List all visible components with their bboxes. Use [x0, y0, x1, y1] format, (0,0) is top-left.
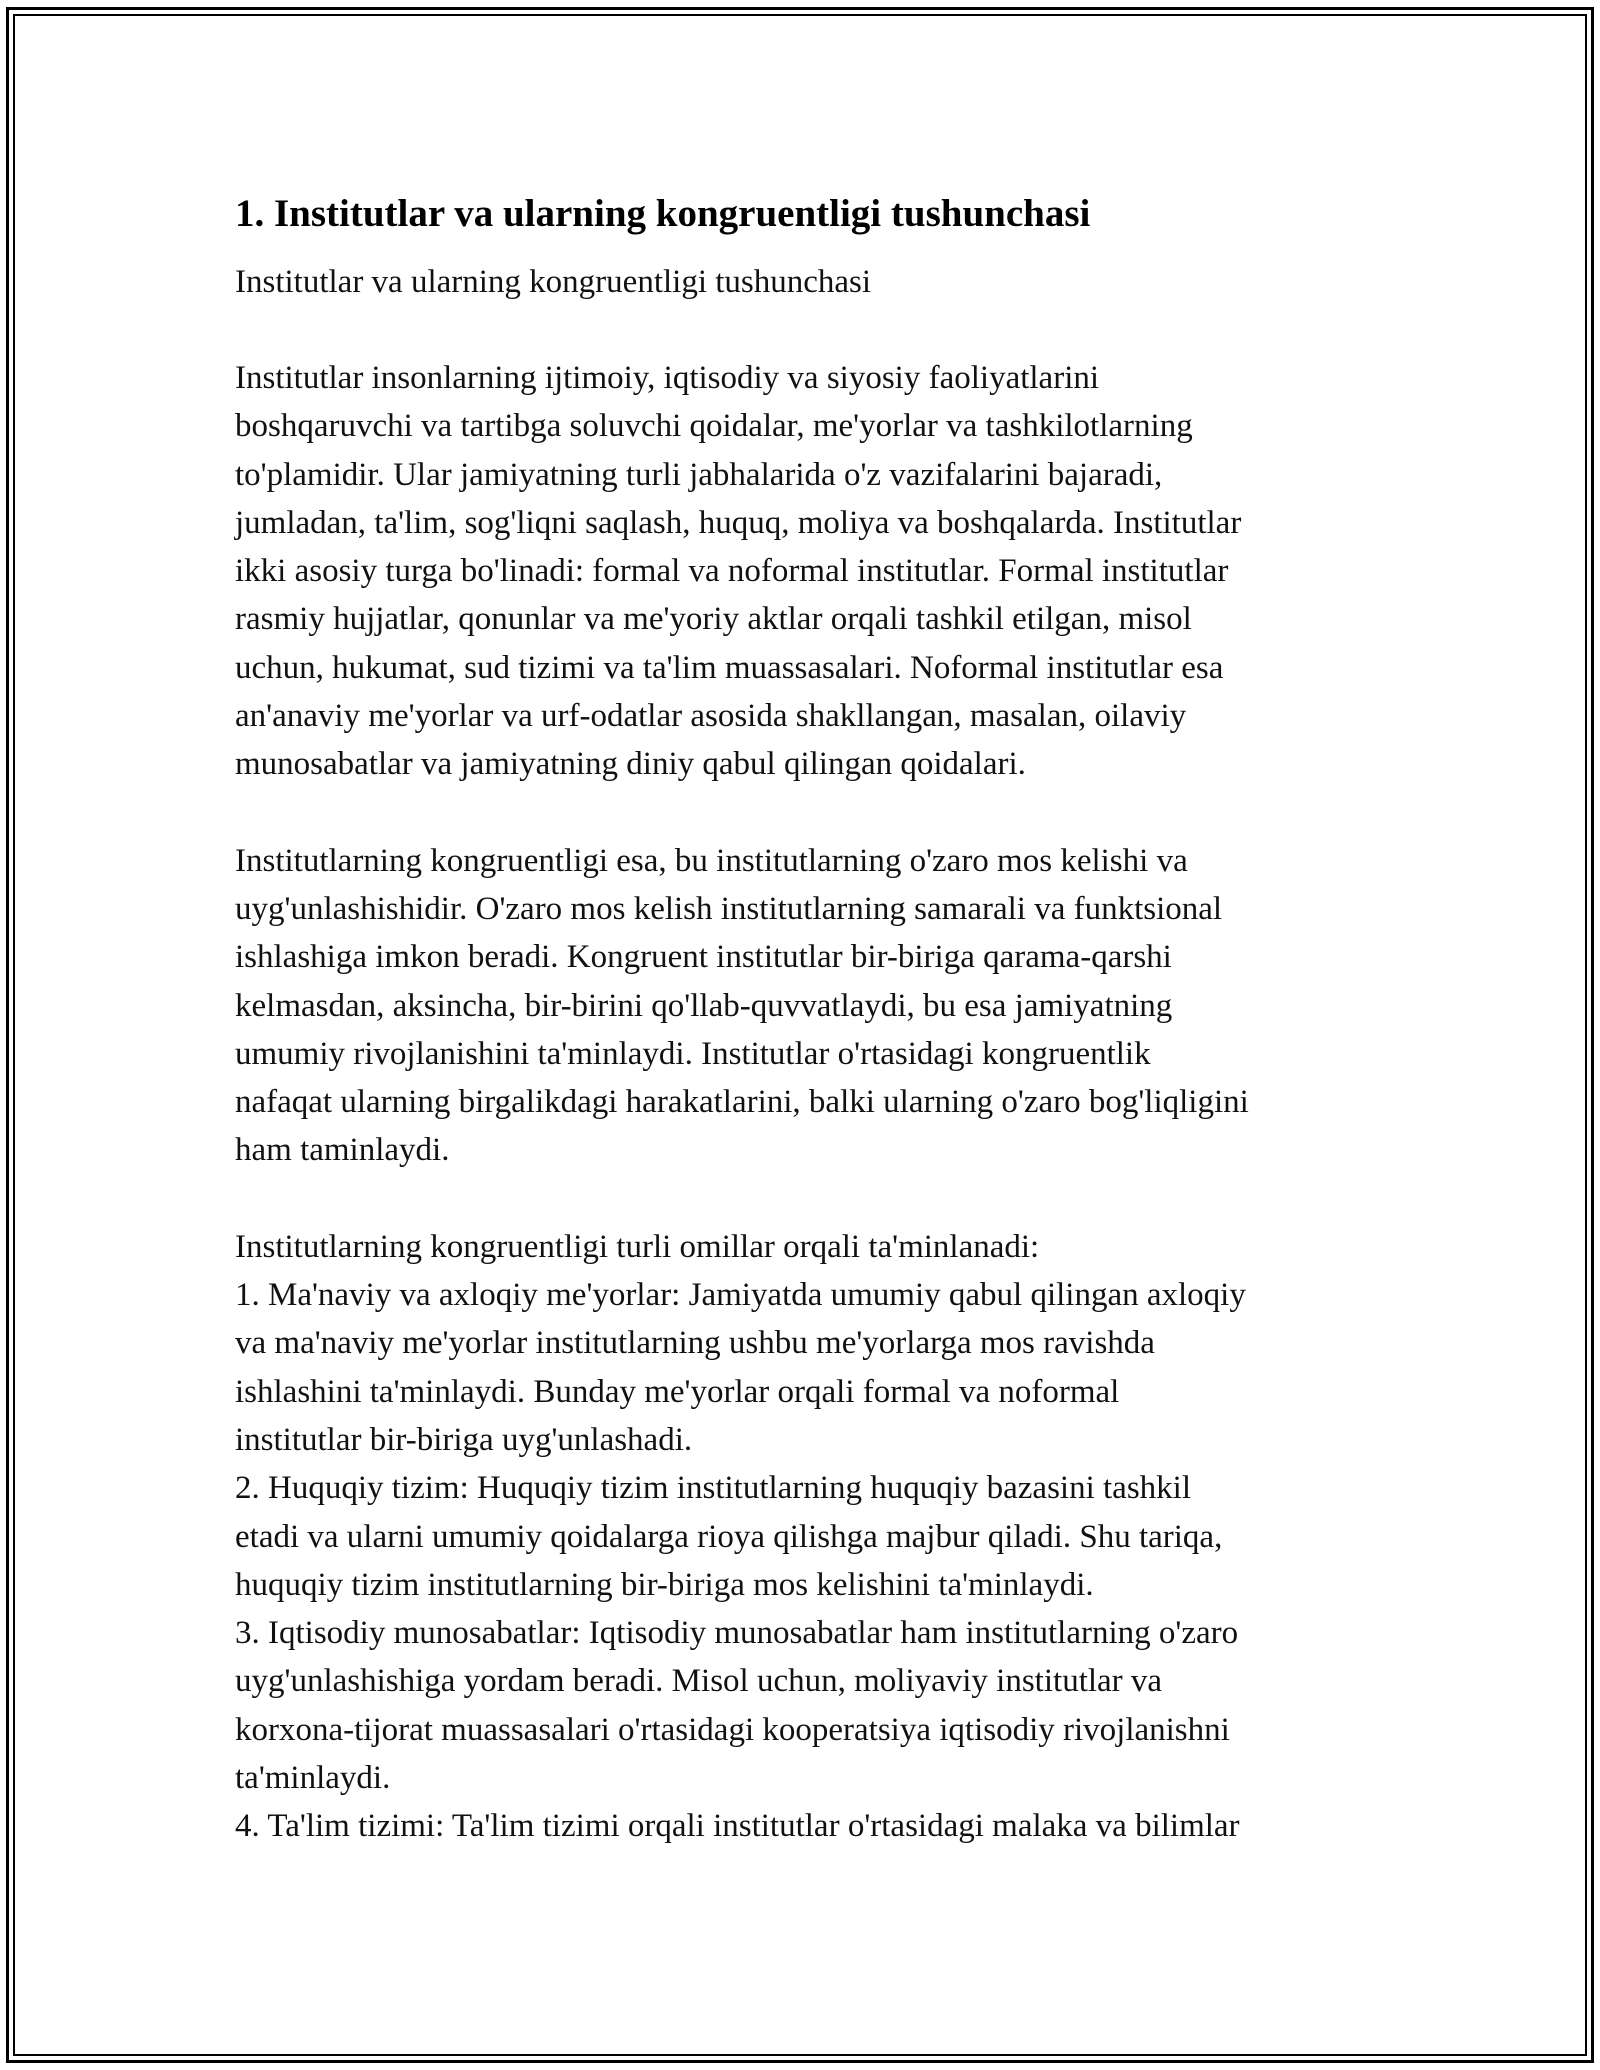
section-heading: 1. Institutlar va ularning kongruentligi tushunchasi [235, 192, 1091, 235]
paragraph-congruence-factors: Institutlarning kongruentligi turli omillar orqali ta'minlanadi: 1. Ma'naviy va axloqiy me'yorlar: Jamiyatda umumiy qabul qilingan axloqiy va ma'naviy me'yorlar institutlarning ushbu me'yorlarga mos ravishda ishlashini ta'minlaydi. Bunday me'yorlar orqali formal va noformal institutlar bir-biriga uyg'unlashadi. 2. Huquqiy tizim: Huquqiy tizim institutlarning huquqiy bazasini tashkil etadi va ularni umumiy qoidalarga rioya qilishga majbur qiladi. Shu tariqa, huquqiy tizim institutlarning bir-biriga mos kelishini ta'minlaydi. 3. Iqtisodiy munosabatlar: Iqtisodiy munosabatlar ham institutlarning o'zaro uyg'unlashishiga yordam beradi. Misol uchun, moliyaviy institutlar va korxona-tijorat muassasalari o'rtasidagi kooperatsiya iqtisodiy rivojlanishni ta'minlaydi. 4. Ta'lim tizimi: Ta'lim tizimi orqali institutlar o'rtasidagi malaka va bilimlar [235, 1228, 1246, 1845]
paragraph-congruence-definition: Institutlarning kongruentligi esa, bu institutlarning o'zaro mos kelishi va uyg'unlashishidir. O'zaro mos kelish institutlarning samarali va funktsional ishlashiga imkon beradi. Kongruent institutlar bir-biriga qarama-qarshi kelmasdan, aksincha, bir-birini qo'llab-quvvatlaydi, bu esa jamiyatning umumiy rivojlanishini ta'minlaydi. Institutlar o'rtasidagi kongruentlik nafaqat ularning birgalikdagi harakatlarini, balki ularning o'zaro bog'liqligini ham taminlaydi. [235, 842, 1249, 1169]
paragraph-institutions-definition: Institutlar insonlarning ijtimoiy, iqtisodiy va siyosiy faoliyatlarini boshqaruvchi va tartibga soluvchi qoidalar, me'yorlar va tashkilotlarning to'plamidir. Ular jamiyatning turli jabhalarida o'z vazifalarini bajaradi, jumladan, ta'lim, sog'liqni saqlash, huquq, moliya va boshqalarda. Institutlar ikki asosiy turga bo'linadi: formal va noformal institutlar. Formal institutlar rasmiy hujjatlar, qonunlar va me'yoriy aktlar orqali tashkil etilgan, misol uchun, hukumat, sud tizimi va ta'lim muassasalari. Noformal institutlar esa an'anaviy me'yorlar va urf-odatlar asosida shakllangan, masalan, oilaviy munosabatlar va jamiyatning diniy qabul qilingan qoidalari. [235, 360, 1242, 783]
section-subheading: Institutlar va ularning kongruentligi tushunchasi [235, 264, 872, 300]
document-body [235, 188, 1370, 1851]
